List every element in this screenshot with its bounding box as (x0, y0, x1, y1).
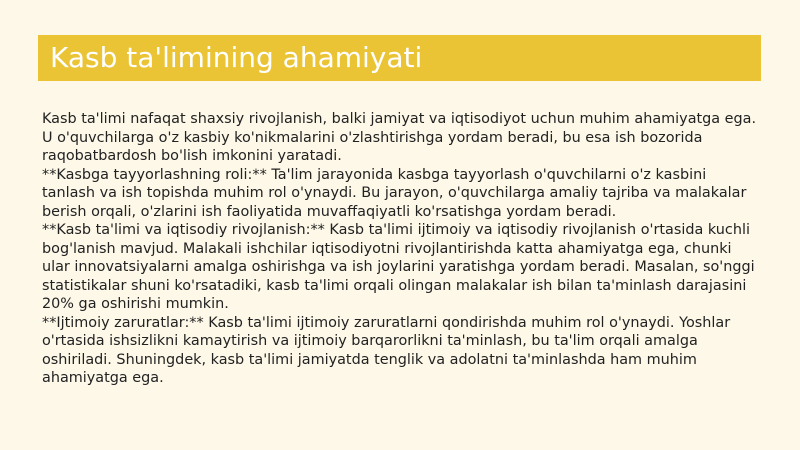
paragraph-intro: Kasb ta'limi nafaqat shaxsiy rivojlanish, balki jamiyat va iqtisodiyot uchun muhim ahamiyatga ega. U o'quvchilarga o'z kasbiy ko'nikmalarini o'zlashtirishga yordam beradi, bu esa ish bozorida raqobatbardosh bo'lish imkonini yaratadi. (42, 111, 757, 164)
slide-body (42, 110, 762, 388)
paragraph-social-needs: **Ijtimoiy zaruratlar:** Kasb ta'limi ijtimoiy zaruratlarni qondirishda muhim rol o'ynaydi. Yoshlar o'rtasida ishsizlikni kamaytirish va ijtimoiy barqarorlikni ta'minlash, bu ta'lim orqali amalga oshiriladi. Shuningdek, kasb ta'limi jamiyatda tenglik va adolatni ta'minlashda ham muhim ahamiyatga ega. (42, 314, 731, 386)
paragraph-economic-development: **Kasb ta'limi va iqtisodiy rivojlanish:** Kasb ta'limi ijtimoiy va iqtisodiy rivojlanish o'rtasida kuchli bog'lanish mavjud. Malakali ishchilar iqtisodiyotni rivojlantirishda katta ahamiyatga ega, chunki ular innovatsiyalarni amalga oshirishga va ish joylarini yaratishga yordam beradi. Masalan, so'nggi statistikalar shuni ko'rsatadiki, kasb ta'limi orqali olingan malakalar ish bilan ta'minlash darajasini 20% ga oshirishi mumkin. (42, 222, 755, 312)
slide-title: Kasb ta'limining ahamiyati (50, 41, 423, 74)
paragraph-career-prep: **Kasbga tayyorlashning roli:** Ta'lim jarayonida kasbga tayyorlash o'quvchilarni o'z kasbini tanlash va ish topishda muhim rol o'ynaydi. Bu jarayon, o'quvchilarga amaliy tajriba va malakalar berish orqali, o'zlarini ish faoliyatida muvaffaqiyatli ko'rsatishga yordam beradi. (42, 166, 747, 220)
title-bar (38, 35, 761, 81)
